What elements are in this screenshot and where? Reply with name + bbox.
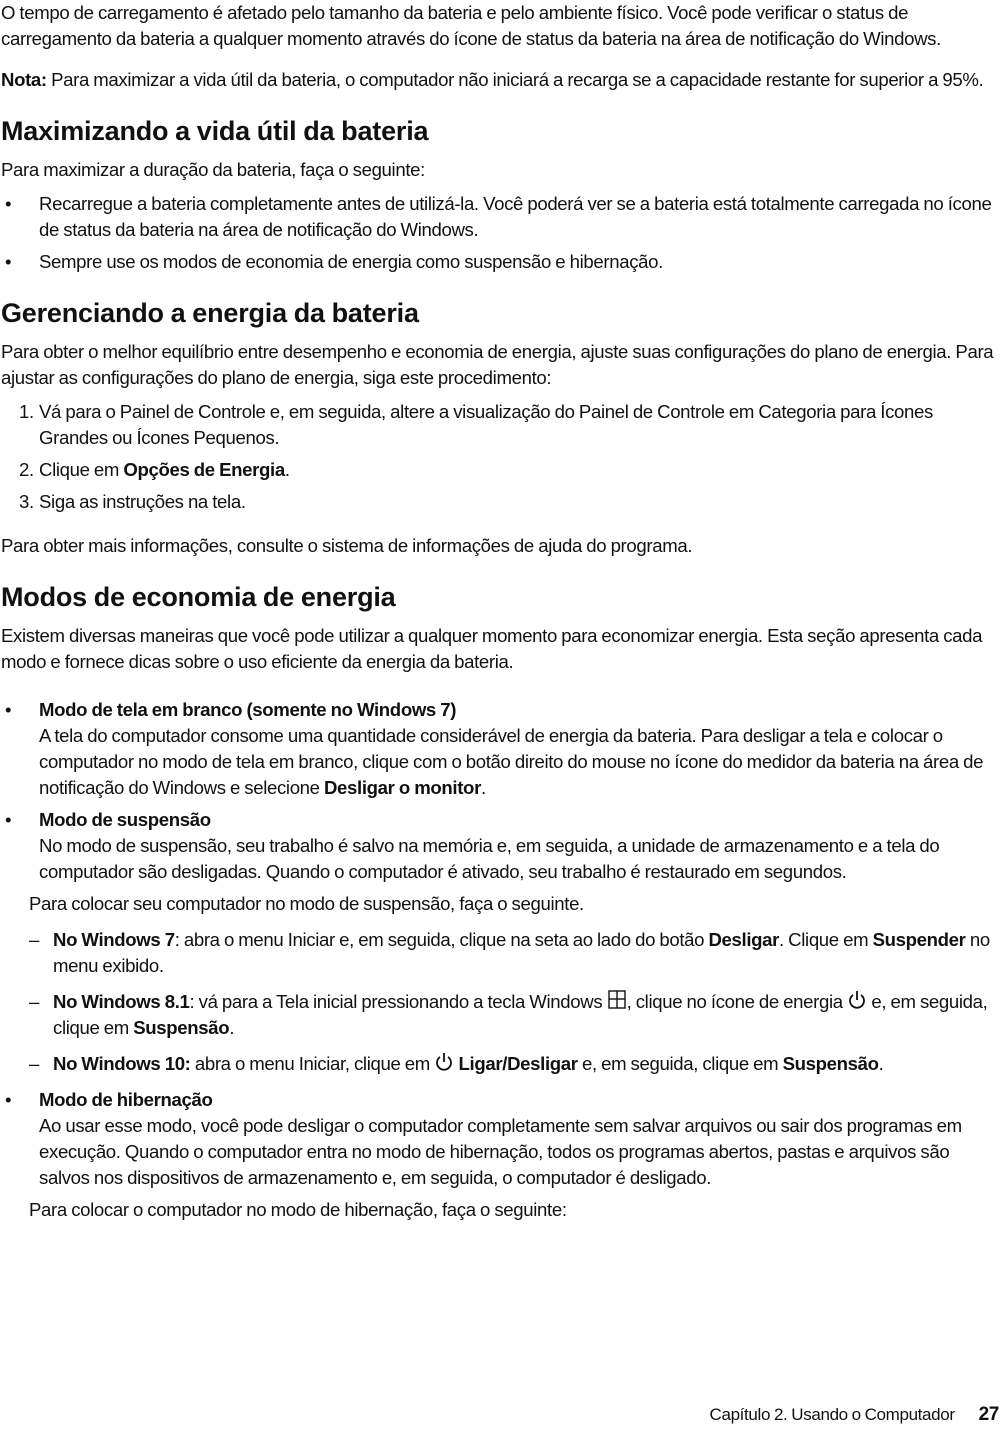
bullet-list-item [1,807,1003,885]
bold-text: Desligar o monitor [323,777,481,798]
bullet-list-item [1,697,1003,801]
dash-list-item [1,927,1003,979]
list-marker: • [5,193,12,214]
bold-text: Modo de suspensão [39,809,211,830]
text-run: Para obter o melhor equilíbrio entre desempenho e economia de energia, ajuste suas configurações do plano de energia. Para ajustar as configurações do plano de energia, siga este procedimento: [1,341,994,388]
text-run: Clique em [39,459,124,480]
paragraph [1,891,1003,917]
text-run: e, em seguida, clique em [577,1053,783,1074]
text-run: . [229,1017,235,1038]
paragraph [1,1197,1003,1223]
windows-key-icon [607,990,627,1010]
text-run: Maximizando a vida útil da bateria [1,116,429,146]
text-run: . Clique em [779,929,873,950]
list-marker: – [29,991,39,1012]
paragraph [1,533,1003,559]
section-heading [1,580,1003,614]
bullet-list-item [1,1087,1003,1191]
text-run: : abra o menu Iniciar e, em seguida, clique na seta ao lado do botão [174,929,709,950]
numbered-list-item [1,489,1003,515]
bold-text: Opções de Energia [123,459,285,480]
chapter-title: Capítulo 2. Usando o Computador [709,1405,955,1424]
text-run: Para obter mais informações, consulte o sistema de informações de ajuda do programa. [1,535,693,556]
bold-text: Modo de hibernação [39,1089,213,1110]
dash-list-item [1,1051,1003,1077]
text-run: Gerenciando a energia da bateria [1,298,419,328]
text-run: , clique no ícone de energia [626,991,848,1012]
list-marker: • [5,699,12,720]
text-run: Vá para o Painel de Controle e, em seguida, altere a visualização do Painel de Controle em Categoria para Ícones Grandes ou Ícones Pequenos. [39,401,933,448]
list-marker: • [5,251,12,272]
text-run: . [480,777,486,798]
bold-text: Nota: [1,69,47,90]
bold-text: No Windows 8.1 [53,991,190,1012]
numbered-list-item [1,399,1003,451]
section-heading [1,296,1003,330]
text-run: abra o menu Iniciar, clique em [190,1053,435,1074]
text-run: Para colocar o computador no modo de hibernação, faça o seguinte: [29,1199,567,1220]
power-icon [434,1052,454,1072]
text-run: Para maximizar a duração da bateria, faça o seguinte: [1,159,425,180]
dash-list-item [1,989,1003,1041]
paragraph [1,67,1003,93]
bold-text: Suspender [872,929,966,950]
list-marker: • [5,1089,12,1110]
bullet-list-item [1,191,1003,243]
document-body [1,0,1003,1233]
section-heading [1,114,1003,148]
text-run: Sempre use os modos de economia de energia como suspensão e hibernação. [39,251,663,272]
bold-text: Desligar [708,929,780,950]
text-run: Siga as instruções na tela. [39,491,246,512]
bold-text: No Windows 7 [53,929,175,950]
list-marker: – [29,929,39,950]
text-run: No modo de suspensão, seu trabalho é salvo na memória e, em seguida, a unidade de armazenamento e a tela do computador são desligadas. Quando o computador é ativado, seu trabalho é restaurado em segundos. [39,835,940,882]
text-run: . [878,1053,884,1074]
text-run: Existem diversas maneiras que você pode utilizar a qualquer momento para economizar energia. Esta seção apresenta cada modo e fornece dicas sobre o uso eficiente da energia da bateria. [1,625,983,672]
page-number: 27 [978,1404,999,1425]
paragraph [1,623,1003,675]
power-icon [847,990,867,1010]
bold-text: No Windows 10: [53,1053,191,1074]
paragraph [1,339,1003,391]
text-run: Para colocar seu computador no modo de suspensão, faça o seguinte. [29,893,584,914]
bold-text: Ligar/Desligar [458,1053,578,1074]
text-run: Ao usar esse modo, você pode desligar o computador completamente sem salvar arquivos ou sair dos programas em execução. Quando o computador entra no modo de hibernação, todos os programas abertos, pastas e arquivos são salvos nos dispositivos de armazenamento e, em seguida, o computador é desligado. [39,1115,962,1188]
bold-text: Suspensão [133,1017,230,1038]
text-run: Recarregue a bateria completamente antes de utilizá-la. Você poderá ver se a bateria está totalmente carregada no ícone de status da bateria na área de notificação do Windows. [39,193,992,240]
list-marker: • [5,809,12,830]
bullet-list-item [1,249,1003,275]
numbered-list-item [1,457,1003,483]
list-marker: 2. [19,459,34,480]
text-run: . [284,459,290,480]
text-run: Para maximizar a vida útil da bateria, o computador não iniciará a recarga se a capacidade restante for superior a 95%. [46,69,984,90]
text-run: O tempo de carregamento é afetado pelo tamanho da bateria e pelo ambiente físico. Você pode verificar o status de carregamento da bateria a qualquer momento através do ícone de status da bateria na área de notificação do Windows. [1,2,941,49]
text-run: : vá para a Tela inicial pressionando a tecla Windows [189,991,607,1012]
text-run: Modos de economia de energia [1,582,396,612]
bold-text: Modo de tela em branco (somente no Windows 7) [39,699,457,720]
page-footer [710,1402,999,1428]
paragraph [1,0,1003,52]
paragraph [1,157,1003,183]
list-marker: 1. [19,401,34,422]
list-marker: – [29,1053,39,1074]
text-run: e, em seguida, clique em [53,991,988,1038]
text-run: no menu exibido. [53,929,990,976]
text-run: A tela do computador consome uma quantidade considerável de energia da bateria. Para desligar a tela e colocar o computador no modo de tela em branco, clique com o botão direito do mouse no ícone do medidor da bateria na área de notificação do Windows e selecione [39,725,984,798]
list-marker: 3. [19,491,34,512]
bold-text: Suspensão [782,1053,879,1074]
